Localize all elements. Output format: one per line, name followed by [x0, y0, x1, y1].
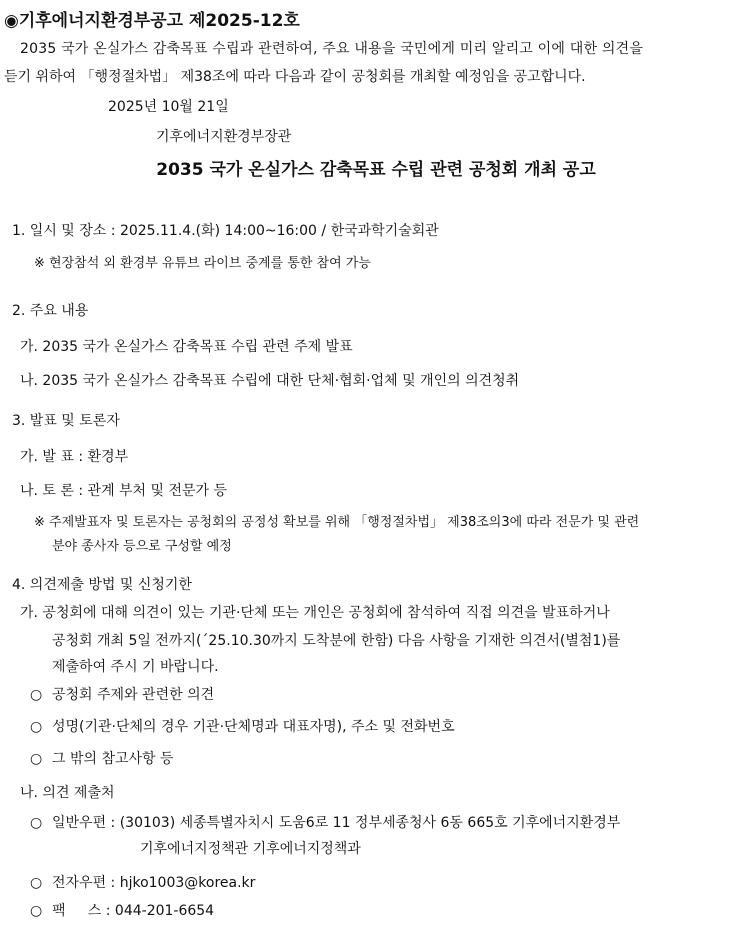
- section-4-heading: 4. 의견제출 방법 및 신청기한: [12, 577, 192, 593]
- section-1-heading: 1. 일시 및 장소 : 2025.11.4.(화) 14:00~16:00 / 한국과학기술회관: [12, 223, 439, 239]
- list-item: [30, 900, 214, 920]
- section-3-item-a: 가. 발 표 : 환경부: [20, 449, 129, 465]
- section-3-note-line-2: 분야 종사자 등으로 구성할 예정: [52, 539, 232, 554]
- list-item: [30, 684, 214, 704]
- circle-bullet-icon: ○: [30, 719, 43, 735]
- circle-bullet-icon: ○: [30, 815, 43, 831]
- circle-bullet-icon: ○: [30, 875, 43, 891]
- postal-address: 일반우편 : (30103) 세종특별자치시 도움6로 11 정부세종청사 6동 665호 기후에너지환경부: [52, 815, 621, 831]
- section-3-heading: 3. 발표 및 토론자: [12, 413, 120, 429]
- section-3-item-b: 나. 토 론 : 관계 부처 및 전문가 등: [20, 483, 228, 499]
- section-4-item-a-line-3: 제출하여 주시 기 바랍니다.: [52, 659, 219, 675]
- section-4-item-b: 나. 의견 제출처: [20, 785, 115, 801]
- section-1-note: ※ 현장참석 외 환경부 유튜브 라이브 중계를 통한 참여 가능: [34, 256, 371, 271]
- fax-number: 팩 스 : 044-201-6654: [52, 903, 215, 919]
- circle-bullet-icon: ○: [30, 903, 43, 919]
- section-4-item-a-line-1: 가. 공청회에 대해 의견이 있는 기관·단체 또는 개인은 공청회에 참석하여 직접 의견을 발표하거나: [20, 605, 610, 621]
- section-2-item-b: 나. 2035 국가 온실가스 감축목표 수립에 대한 단체·협회·업체 및 개인의 의견청취: [20, 373, 520, 389]
- postal-address-line-2: 기후에너지정책관 기후에너지정책과: [140, 841, 361, 857]
- email-address[interactable]: 전자우편 : hjko1003@korea.kr: [52, 875, 256, 891]
- list-item: [30, 748, 174, 768]
- section-2-item-a: 가. 2035 국가 온실가스 감축목표 수립 관련 주제 발표: [20, 339, 353, 355]
- bullet-text: 공청회 주제와 관련한 의견: [52, 687, 215, 703]
- section-4-item-a-line-2: 공청회 개최 5일 전까지(´25.10.30까지 도착분에 한함) 다음 사항을 기재한 의견서(별첨1)를: [52, 633, 621, 649]
- notice-number: ◉기후에너지환경부공고 제2025-12호: [4, 11, 300, 31]
- circle-bullet-icon: ○: [30, 687, 43, 703]
- list-item: [30, 716, 455, 736]
- list-item: [30, 812, 620, 832]
- bullet-text: 그 밖의 참고사항 등: [52, 751, 174, 767]
- announcement-date: 2025년 10월 21일: [108, 99, 229, 115]
- list-item: [30, 872, 255, 892]
- intro-line-1: 2035 국가 온실가스 감축목표 수립과 관련하여, 주요 내용을 국민에게 미리 알리고 이에 대한 의견을: [20, 41, 644, 57]
- bullet-text: 성명(기관·단체의 경우 기관·단체명과 대표자명), 주소 및 전화번호: [52, 719, 455, 735]
- section-3-note-line-1: ※ 주제발표자 및 토론자는 공청회의 공정성 확보를 위해 「행정절차법」 제38조의3에 따라 전문가 및 관련: [34, 515, 640, 530]
- issuer: 기후에너지환경부장관: [156, 129, 292, 145]
- intro-line-2: 듣기 위하여 「행정절차법」 제38조에 따라 다음과 같이 공청회를 개최할 예정임을 공고합니다.: [4, 69, 586, 85]
- document-title: 2035 국가 온실가스 감축목표 수립 관련 공청회 개최 공고: [156, 160, 596, 180]
- section-2-heading: 2. 주요 내용: [12, 303, 89, 319]
- circle-bullet-icon: ○: [30, 751, 43, 767]
